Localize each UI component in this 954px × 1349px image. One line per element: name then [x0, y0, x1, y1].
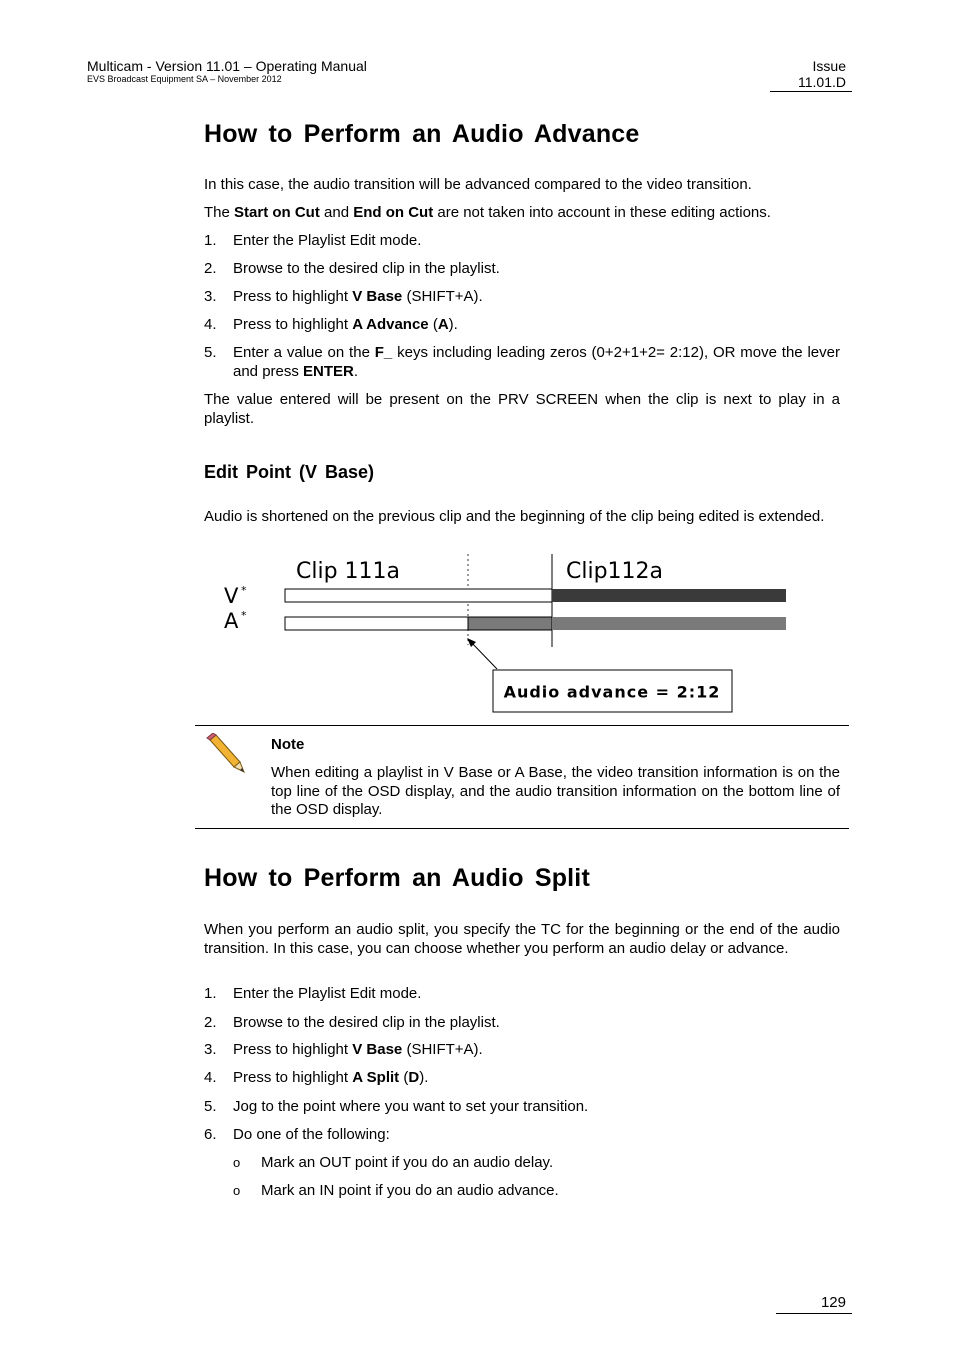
footer-rule: [776, 1313, 852, 1314]
video-track-clip1: [285, 589, 552, 602]
section1-para2: The Start on Cut and End on Cut are not taken into account in these editing actions.: [204, 204, 771, 221]
audio-track-label: A: [224, 609, 239, 633]
note-bottom-rule: [195, 828, 849, 829]
audio-track-clip2: [552, 617, 786, 630]
note-title: Note: [271, 736, 305, 753]
header-issue-value: 11.01.D: [798, 74, 846, 90]
page-number: 129: [820, 1294, 846, 1311]
note-top-rule: [195, 725, 849, 726]
header-title: Multicam - Version 11.01 – Operating Manual: [87, 58, 367, 74]
audio-track-clip1: [285, 617, 468, 630]
section1-intro: In this case, the audio transition will be advanced compared to the video transition.: [204, 176, 752, 193]
audio-advance-diagram: [204, 550, 804, 720]
note-text: When editing a playlist in V Base or A Base, the video transition information is on the top line of the OSD display, and the audio transition information on the bottom line of the OSD display.: [271, 764, 840, 818]
section-title-audio-advance: How to Perform an Audio Advance: [204, 120, 640, 148]
list-item: 4. Press to highlight A Advance (A).: [204, 316, 458, 333]
list-item: 4. Press to highlight A Split (D).: [204, 1069, 429, 1086]
subsection-title: Edit Point (V Base): [204, 462, 375, 482]
callout-arrow-line: [470, 641, 497, 669]
subsection-text: Audio is shortened on the previous clip and the beginning of the clip being edited is extended.: [204, 508, 825, 525]
video-track-label: V: [224, 584, 239, 608]
list-item: 2. Browse to the desired clip in the playlist.: [204, 1014, 500, 1031]
list-item: 6. Do one of the following:: [204, 1126, 390, 1143]
section2-intro: When you perform an audio split, you specify the TC for the beginning or the end of the audio transition. In this case, you can choose whether you perform an audio delay or advance.: [204, 921, 840, 957]
section1-outro: The value entered will be present on the PRV SCREEN when the clip is next to play in a playlist.: [204, 391, 840, 427]
list-item: 3. Press to highlight V Base (SHIFT+A).: [204, 1041, 483, 1058]
bullet-item: o Mark an OUT point if you do an audio delay.: [233, 1154, 554, 1171]
audio-track-advance: [468, 617, 552, 630]
video-track-star: *: [241, 584, 247, 597]
list-item: 1. Enter the Playlist Edit mode.: [204, 985, 422, 1002]
pencil-icon: [204, 733, 248, 775]
section-title-audio-split: How to Perform an Audio Split: [204, 864, 590, 892]
clip2-label: Clip112a: [566, 559, 664, 584]
list-item: 3. Press to highlight V Base (SHIFT+A).: [204, 288, 483, 305]
header-subtitle: EVS Broadcast Equipment SA – November 2012: [87, 74, 282, 84]
list-item: 1. Enter the Playlist Edit mode.: [204, 232, 422, 249]
header-issue-label: Issue: [812, 58, 846, 74]
audio-track-star: *: [241, 609, 247, 622]
bullet-item: o Mark an IN point if you do an audio advance.: [233, 1182, 559, 1199]
list-item: 5. Enter a value on the F_ keys including leading zeros (0+2+1+2= 2:12), OR move the lever and press ENTER.: [204, 344, 840, 380]
callout-text: Audio advance = 2:12: [503, 682, 721, 702]
header-rule: [770, 91, 852, 92]
clip1-label: Clip 111a: [296, 559, 401, 584]
list-item: 5. Jog to the point where you want to set your transition.: [204, 1098, 589, 1115]
list-item: 2. Browse to the desired clip in the playlist.: [204, 260, 500, 277]
video-track-clip2: [552, 589, 786, 602]
